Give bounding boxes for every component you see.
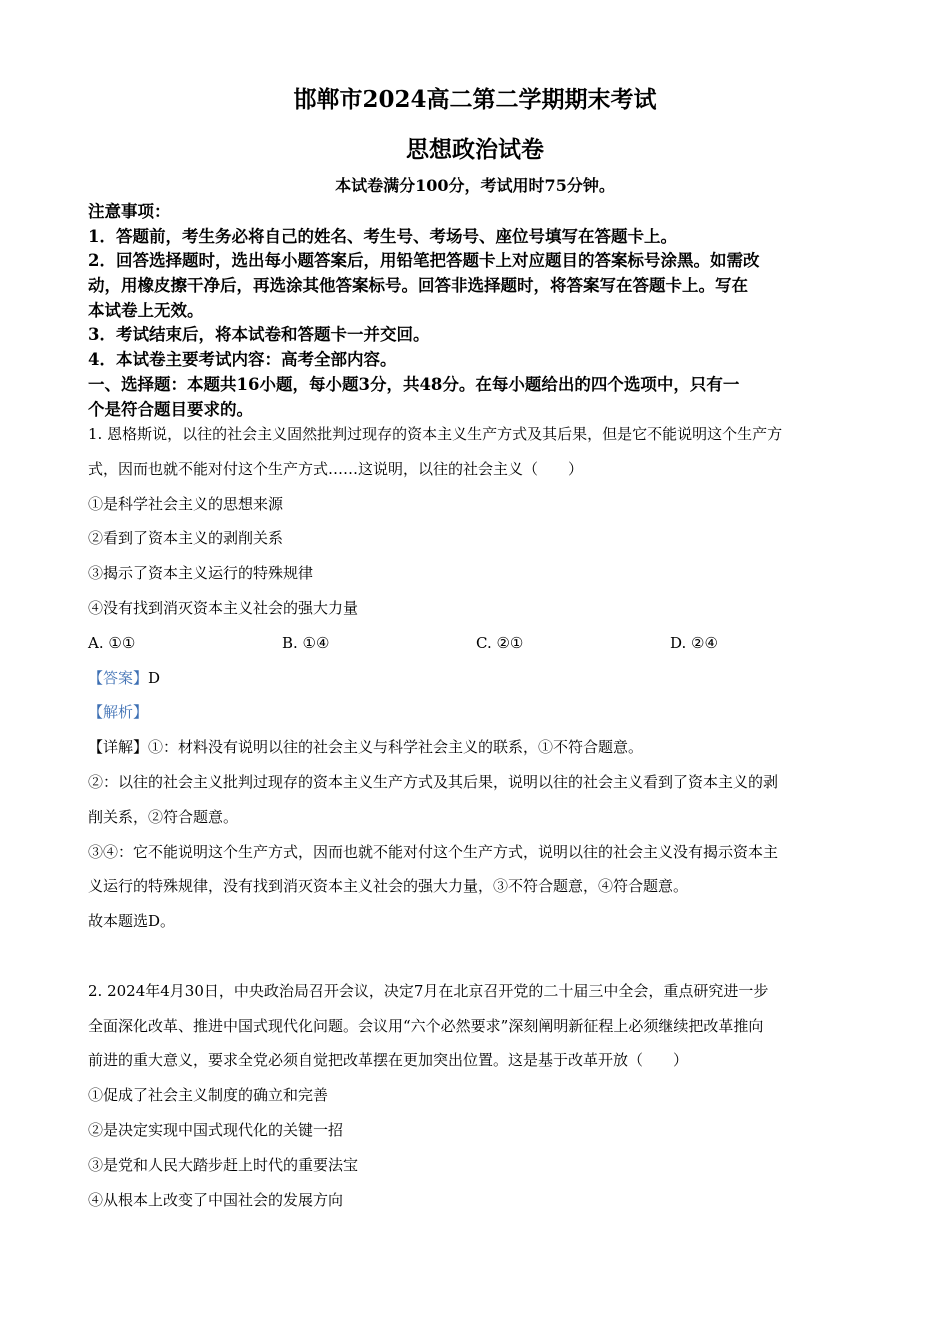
q2-item: ④从根本上改变了中国社会的发展方向 xyxy=(88,1190,344,1209)
q1-detail: 义运行的特殊规律，没有找到消灭资本主义社会的强大力量，③不符合题意，④符合题意。 xyxy=(88,877,689,896)
notes-heading: 注意事项： xyxy=(88,202,171,221)
q1-detail: ②：以往的社会主义批判过现存的资本主义生产方式及其后果，说明以往的社会主义看到了资本主义的剥 xyxy=(88,772,779,791)
notes-section xyxy=(88,200,868,422)
q1-stem: 式，因而也就不能对付这个生产方式……这说明，以往的社会主义（ ） xyxy=(88,459,584,478)
choice-a: A. ①① xyxy=(88,633,136,652)
exam-title: 邯郸市2024高二第二学期期末考试 xyxy=(293,86,657,113)
q1-answer xyxy=(88,661,868,696)
note-line: 4．本试卷主要考试内容：高考全部内容。 xyxy=(88,350,397,370)
q1-detail: 故本题选D。 xyxy=(88,912,176,931)
analysis-tag: 【解析】 xyxy=(88,703,149,722)
q2-stem: 2. 2024年4月30日，中央政治局召开会议，决定7月在北京召开党的二十届三中全会，重点研究进一步 xyxy=(88,981,769,1000)
q1-detail: ③④：它不能说明这个生产方式，因而也就不能对付这个生产方式，说明以往的社会主义没有揭示资本主 xyxy=(88,842,779,861)
q2-stem: 全面深化改革、推进中国式现代化问题。会议用“六个必然要求”深刻阐明新征程上必须继续把改革推向 xyxy=(88,1016,764,1035)
answer-value: D xyxy=(148,668,161,687)
choice-c: C. ②① xyxy=(476,633,524,652)
choice-d: D. ②④ xyxy=(670,633,718,652)
q1-item: ④没有找到消灭资本主义社会的强大力量 xyxy=(88,598,359,617)
note-line: 动，用橡皮擦干净后，再选涂其他答案标号。回答非选择题时，将答案写在答题卡上。写在 xyxy=(88,276,748,296)
q1-detail: 削关系，②符合题意。 xyxy=(88,807,239,826)
q2-item: ①促成了社会主义制度的确立和完善 xyxy=(88,1086,329,1105)
note-line: 本试卷上无效。 xyxy=(88,300,204,320)
q1-item: ③揭示了资本主义运行的特殊规律 xyxy=(88,564,314,583)
questions xyxy=(88,417,868,1217)
note-line: 1．答题前，考生务必将自己的姓名、考生号、考场号、座位号填写在答题卡上。 xyxy=(88,226,677,246)
q2-item: ②是决定实现中国式现代化的关键一招 xyxy=(88,1120,344,1139)
q1-choices xyxy=(88,626,868,661)
spacer xyxy=(88,939,868,974)
q1-detail: 【详解】①：材料没有说明以往的社会主义与科学社会主义的联系，①不符合题意。 xyxy=(88,738,644,757)
choice-b: B. ①④ xyxy=(282,633,330,652)
note-line: 2．回答选择题时，选出每小题答案后，用铅笔把答题卡上对应题目的答案标号涂黑。如需改 xyxy=(88,251,760,271)
q1-item: ①是科学社会主义的思想来源 xyxy=(88,494,284,513)
exam-subtitle: 思想政治试卷 xyxy=(406,136,544,163)
answer-tag: 【答案】 xyxy=(88,668,149,687)
q2-stem: 前进的重大意义，要求全党必须自觉把改革摆在更加突出位置。这是基于改革开放（ ） xyxy=(88,1051,689,1070)
q1-item: ②看到了资本主义的剥削关系 xyxy=(88,529,284,548)
note-line: 3．考试结束后，将本试卷和答题卡一并交回。 xyxy=(88,325,430,345)
section-heading: 个是符合题目要求的。 xyxy=(88,399,253,419)
section-heading: 一、选择题：本题共16小题，每小题3分，共48分。在每小题给出的四个选项中，只有一 xyxy=(88,374,740,394)
q2-item: ③是党和人民大踏步赶上时代的重要法宝 xyxy=(88,1155,359,1174)
q1-stem: 1. 恩格斯说，以往的社会主义固然批判过现存的资本主义生产方式及其后果，但是它不能说明这个生产方 xyxy=(88,425,783,443)
exam-info: 本试卷满分100分，考试用时75分钟。 xyxy=(335,176,615,195)
